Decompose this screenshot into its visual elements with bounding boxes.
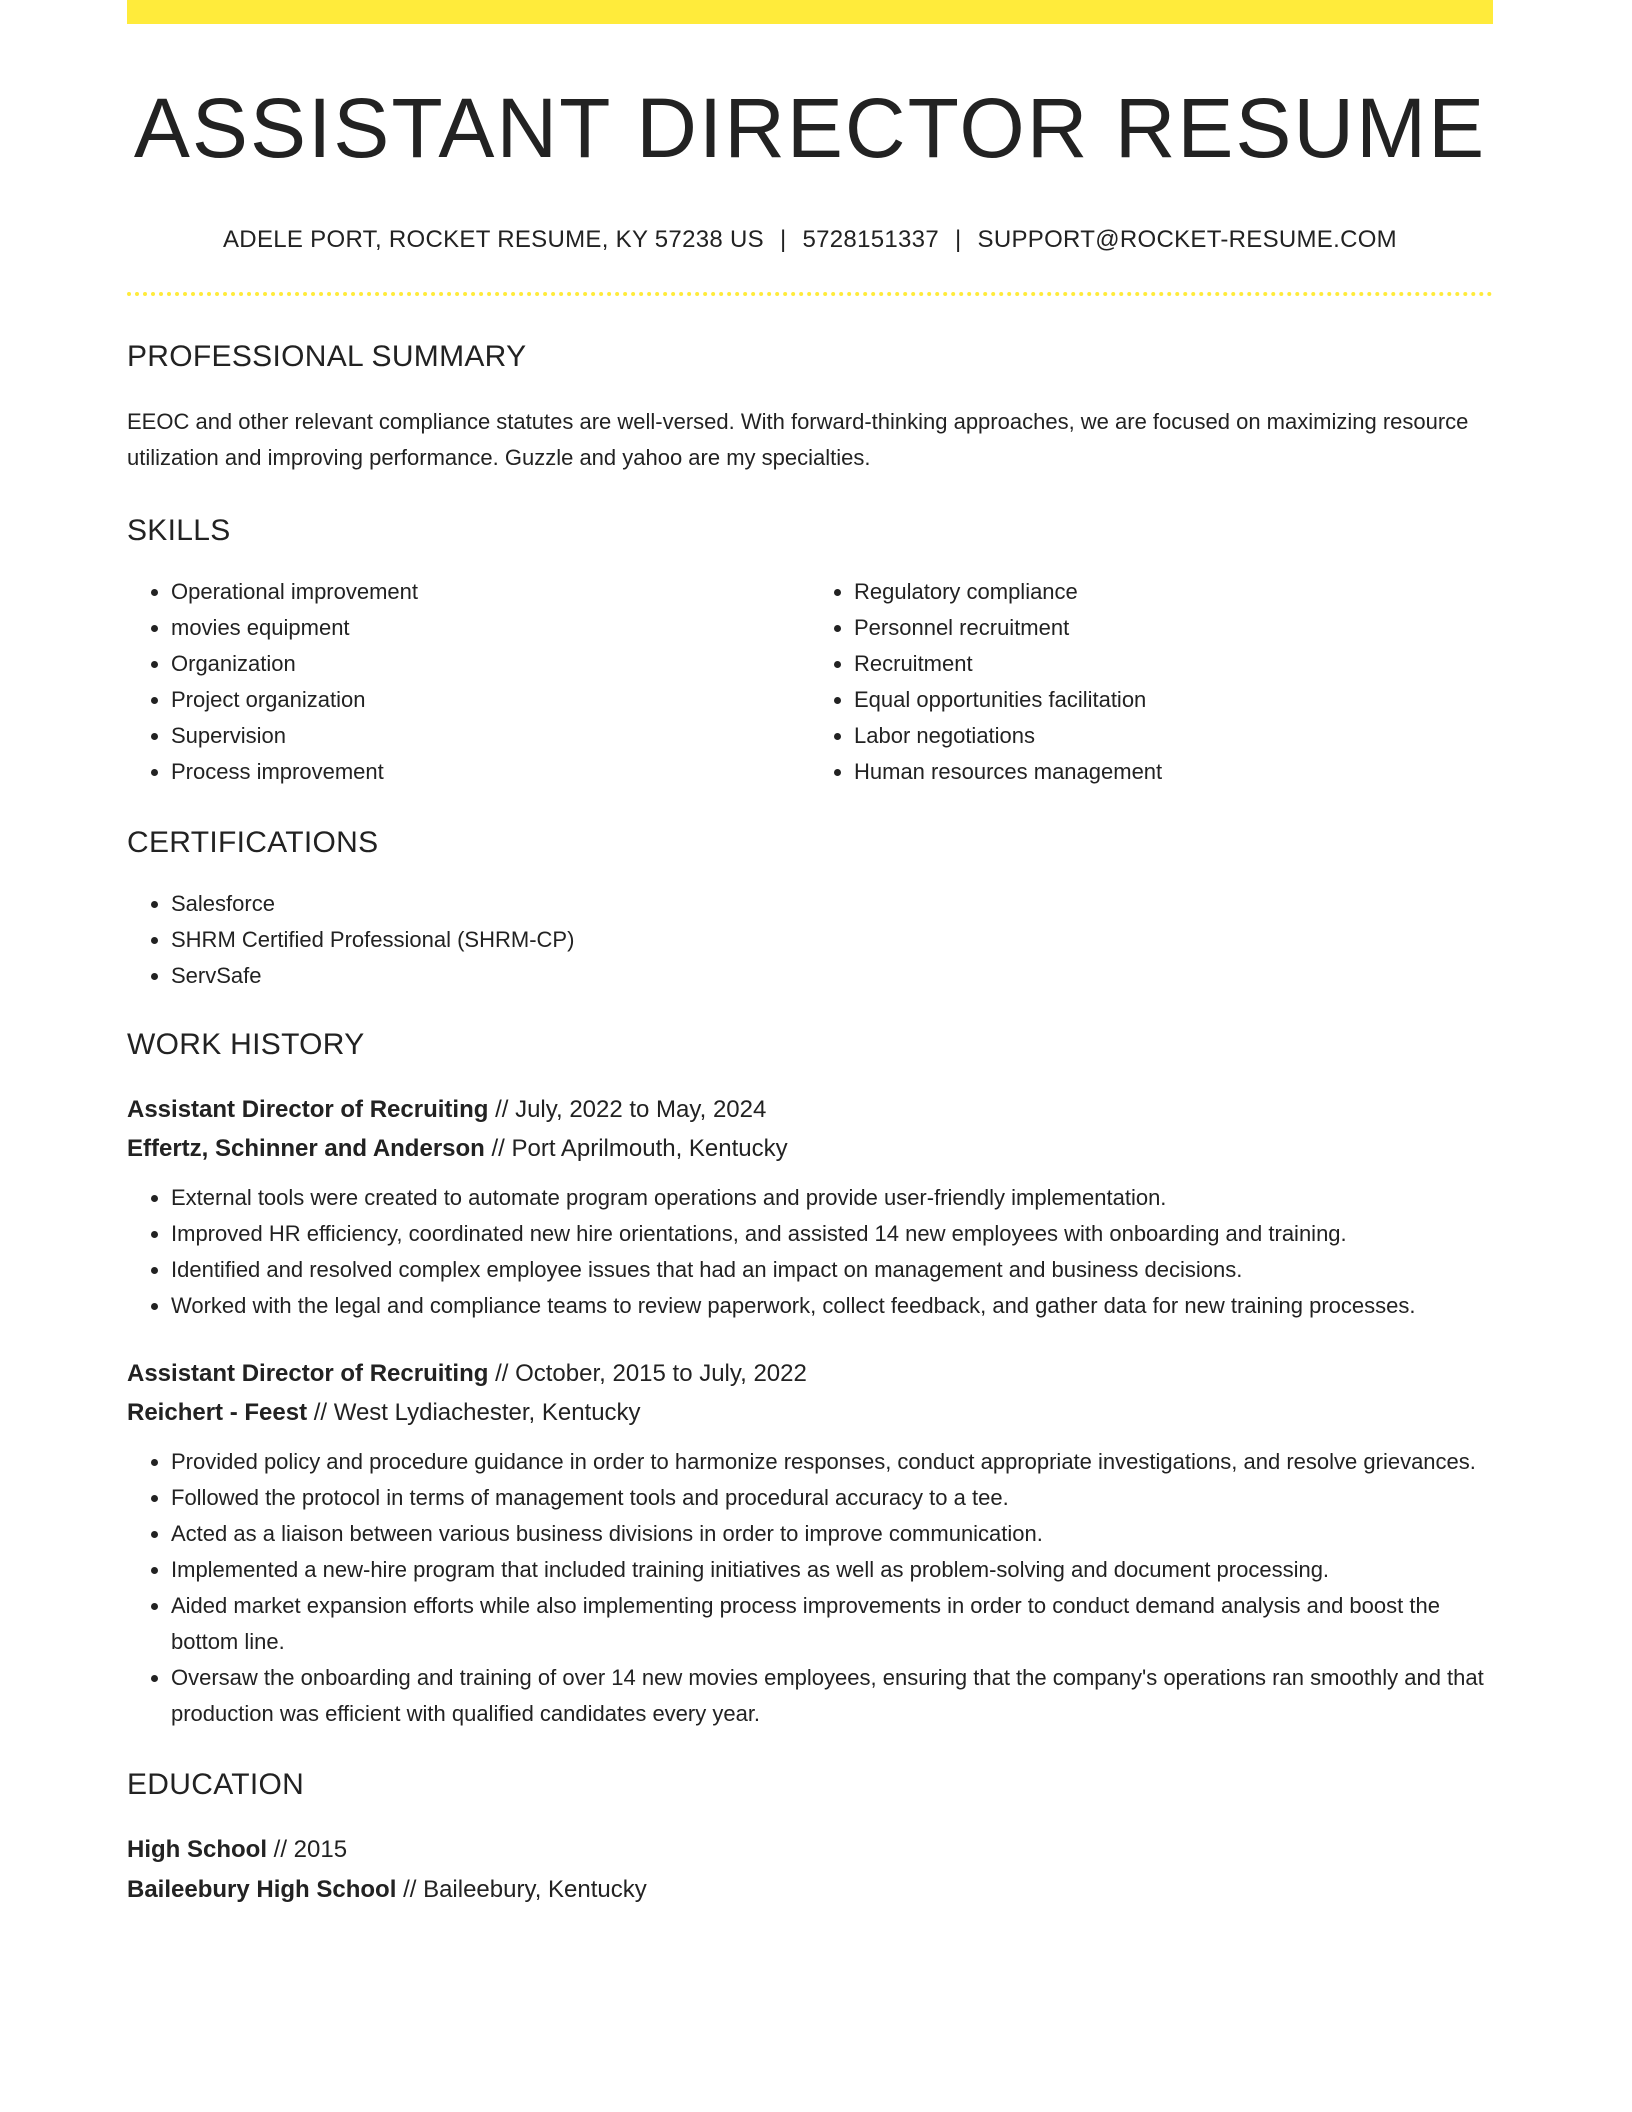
job-bullet: • Identified and resolved complex employee issues that had an impact on management and business decisions. <box>171 1252 1493 1288</box>
certifications-heading: CERTIFICATIONS <box>127 826 379 860</box>
summary-heading: PROFESSIONAL SUMMARY <box>127 340 527 374</box>
job-bullets <box>127 1444 1493 1732</box>
job-bullet: • Implemented a new-hire program that included training initiatives as well as problem-solving and document processing. <box>171 1552 1493 1588</box>
contact-separator: | <box>779 226 787 254</box>
certification-item: • Salesforce <box>171 886 1493 922</box>
skill-item: • movies equipment <box>171 610 810 646</box>
skill-item: • Human resources management <box>854 754 1493 790</box>
education-degree: High School <box>127 1836 267 1864</box>
summary-text: EEOC and other relevant compliance statutes are well-versed. With forward-thinking approaches, we are focused on maximizing resource utilization and improving performance. Guzzle and yahoo are my specialties. <box>127 409 1469 471</box>
education-location: // Baileebury, Kentucky <box>403 1876 647 1904</box>
job-bullet: • Improved HR efficiency, coordinated new hire orientations, and assisted 14 new employees with onboarding and training. <box>171 1216 1493 1252</box>
skill-item: • Operational improvement <box>171 574 810 610</box>
certifications-list <box>127 886 1493 994</box>
job-company-line <box>127 1129 1493 1168</box>
education-degree-line <box>127 1830 1493 1870</box>
contact-line <box>127 226 1493 254</box>
job-bullet: • Worked with the legal and compliance teams to review paperwork, collect feedback, and gather data for new training processes. <box>171 1288 1493 1324</box>
skill-item: • Regulatory compliance <box>854 574 1493 610</box>
job-company-line <box>127 1393 1493 1432</box>
education-school: Baileebury High School <box>127 1876 397 1904</box>
skill-item: • Process improvement <box>171 754 810 790</box>
accent-bar <box>127 0 1493 24</box>
job-company: Reichert - Feest <box>127 1399 308 1427</box>
skills-columns <box>127 574 1493 790</box>
education-year: // 2015 <box>273 1836 348 1864</box>
contact-separator: | <box>954 226 962 254</box>
contact-address: ADELE PORT, ROCKET RESUME, KY 57238 US <box>223 226 764 254</box>
job-entry <box>127 1354 1493 1732</box>
skill-item: • Supervision <box>171 718 810 754</box>
job-bullet: • Provided policy and procedure guidance in order to harmonize responses, conduct appropriate investigations, and resolve grievances. <box>171 1444 1493 1480</box>
skills-list-left <box>127 574 810 790</box>
skill-item: • Personnel recruitment <box>854 610 1493 646</box>
job-location: // Port Aprilmouth, Kentucky <box>491 1135 788 1163</box>
contact-phone: 5728151337 <box>802 226 939 254</box>
job-bullet: • Oversaw the onboarding and training of over 14 new movies employees, ensuring that the company's operations ran smoothly and that production was efficient with qualified candidates every year. <box>171 1660 1493 1732</box>
job-bullet: • External tools were created to automate program operations and provide user-friendly implementation. <box>171 1180 1493 1216</box>
skill-item: • Organization <box>171 646 810 682</box>
education-school-line <box>127 1870 1493 1910</box>
job-company: Effertz, Schinner and Anderson <box>127 1135 485 1163</box>
education-heading: EDUCATION <box>127 1768 305 1802</box>
resume-title: ASSISTANT DIRECTOR RESUME <box>133 81 1487 175</box>
resume-page <box>127 0 1493 1910</box>
dotted-divider <box>127 292 1493 296</box>
certification-item: • ServSafe <box>171 958 1493 994</box>
work-history-heading: WORK HISTORY <box>127 1028 365 1062</box>
contact-email: SUPPORT@ROCKET-RESUME.COM <box>977 226 1397 254</box>
education-entry <box>127 1830 1493 1910</box>
job-bullets <box>127 1180 1493 1324</box>
job-title-line <box>127 1354 1493 1393</box>
job-title: Assistant Director of Recruiting <box>127 1096 489 1124</box>
job-location: // West Lydiachester, Kentucky <box>313 1399 641 1427</box>
certification-item: • SHRM Certified Professional (SHRM-CP) <box>171 922 1493 958</box>
job-title-line <box>127 1090 1493 1129</box>
skill-item: • Equal opportunities facilitation <box>854 682 1493 718</box>
skill-item: • Labor negotiations <box>854 718 1493 754</box>
job-dates: // October, 2015 to July, 2022 <box>495 1360 807 1388</box>
skills-heading: SKILLS <box>127 514 231 548</box>
skill-item: • Recruitment <box>854 646 1493 682</box>
job-title: Assistant Director of Recruiting <box>127 1360 489 1388</box>
job-bullet: • Followed the protocol in terms of management tools and procedural accuracy to a tee. <box>171 1480 1493 1516</box>
job-bullet: • Acted as a liaison between various business divisions in order to improve communication. <box>171 1516 1493 1552</box>
skill-item: • Project organization <box>171 682 810 718</box>
skills-list-right <box>810 574 1493 790</box>
job-entry <box>127 1090 1493 1324</box>
job-dates: // July, 2022 to May, 2024 <box>495 1096 767 1124</box>
job-bullet: • Aided market expansion efforts while also implementing process improvements in order to conduct demand analysis and boost the bottom line. <box>171 1588 1493 1660</box>
